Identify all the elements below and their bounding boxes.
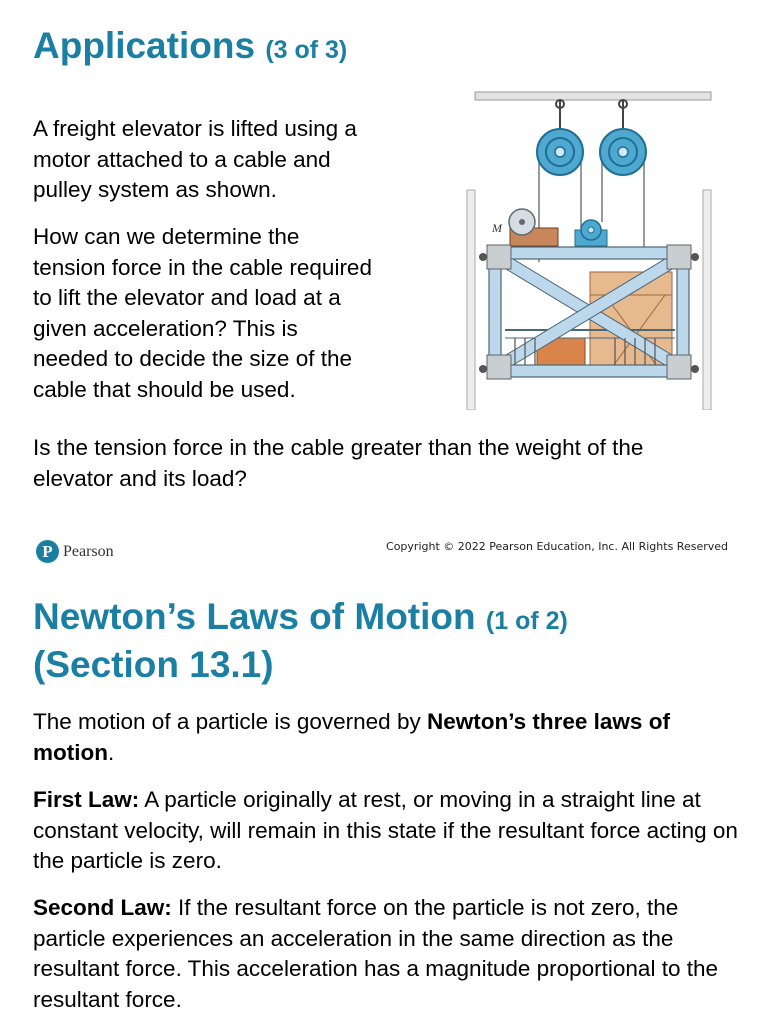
pulley-icon xyxy=(537,129,583,175)
title-main: Newton’s Laws of Motion xyxy=(33,596,476,637)
title-subtitle: (1 of 2) xyxy=(485,607,568,635)
intro-paragraph xyxy=(33,114,357,206)
intro-paragraph xyxy=(33,707,733,768)
motor-icon xyxy=(509,209,558,246)
slide-title xyxy=(33,595,568,687)
second-law-paragraph xyxy=(33,893,743,1015)
title-section: (Section 13.1) xyxy=(33,644,274,685)
text-line: tension force in the cable required xyxy=(33,254,372,280)
pearson-logo-icon: P xyxy=(36,540,59,563)
text-line: given acceleration? This is xyxy=(33,315,298,341)
text-line: A freight elevator is lifted using a xyxy=(33,116,357,141)
title-main: Applications xyxy=(33,25,256,66)
text-line: cable that should be used. xyxy=(33,376,296,402)
pearson-brand xyxy=(36,540,114,563)
second-law-label: Second Law: xyxy=(33,895,172,920)
text-line: needed to decide the size of the xyxy=(33,346,352,371)
question-paragraph xyxy=(33,222,372,405)
text-line: to lift the elevator and load at a xyxy=(33,285,341,310)
tension-question xyxy=(33,433,643,494)
motor-label: M xyxy=(492,221,502,235)
intro-bold: Newton’s three laws of motion xyxy=(33,709,670,765)
slide-newtons-laws xyxy=(0,575,768,1024)
first-law-paragraph xyxy=(33,785,743,877)
intro-end: . xyxy=(107,739,115,765)
first-law-label: First Law: xyxy=(33,787,140,812)
elevator-pulley-figure xyxy=(465,90,715,410)
pulley-block-icon xyxy=(575,220,607,246)
text-line: motor attached to a cable and xyxy=(33,146,331,172)
text-line: How can we determine the xyxy=(33,224,300,249)
title-subtitle: (3 of 3) xyxy=(265,36,348,64)
intro-text: The motion of a particle is governed by xyxy=(33,709,427,734)
text-line: Is the tension force in the cable greater than the weight of the xyxy=(33,435,644,460)
brand-name: Pearson xyxy=(63,542,114,560)
text-line: elevator and its load? xyxy=(33,465,247,491)
slide-title xyxy=(33,24,347,72)
second-law-text: If the resultant force on the particle is not zero, the particle experiences an acceleration in the same direction as the resultant force. This acceleration has a magnitude proportional to the resultant force. xyxy=(33,895,718,1012)
first-law-text: A particle originally at rest, or moving in a straight line at constant velocity, will remain in this state if the resultant force acting on the particle is zero. xyxy=(33,787,738,873)
text-line: pulley system as shown. xyxy=(33,177,277,202)
copyright-notice: Copyright © 2022 Pearson Education, Inc. All Rights Reserved xyxy=(386,540,728,553)
pulley-icon xyxy=(600,129,646,175)
